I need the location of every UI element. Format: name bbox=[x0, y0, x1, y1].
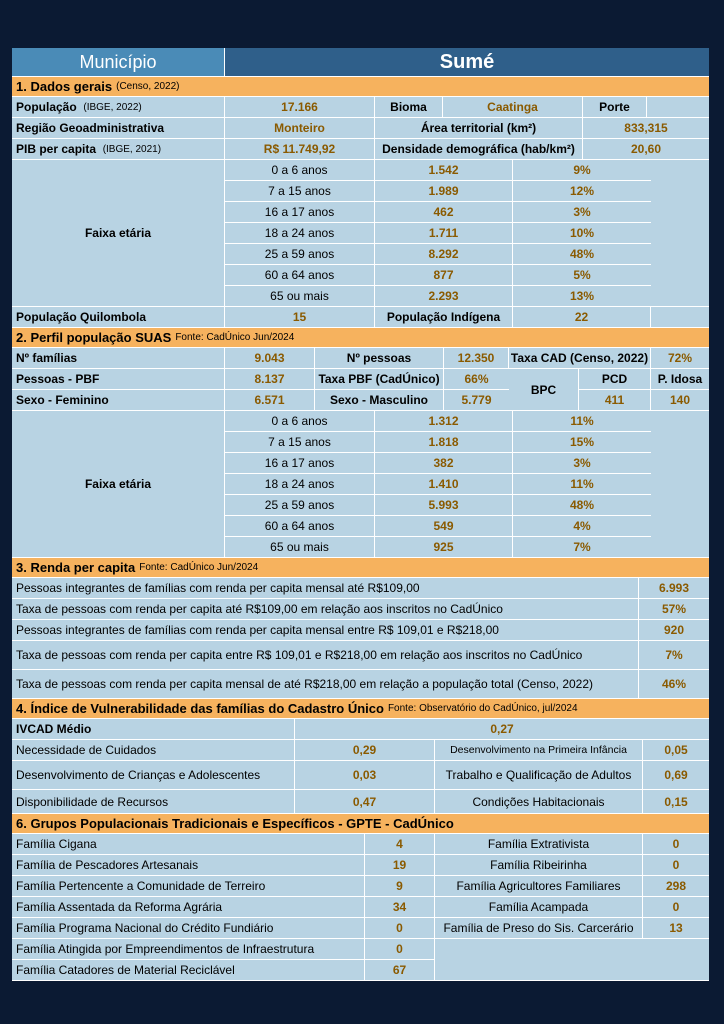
blank-cell bbox=[435, 939, 709, 960]
section-title: 4. Índice de Vulnerabilidade das famílias do Cadastro Único bbox=[16, 701, 384, 716]
gpte-value: 34 bbox=[365, 897, 435, 918]
faixa-etaria-blank bbox=[651, 160, 709, 307]
ivcad-row bbox=[12, 719, 709, 740]
faixa-range: 65 ou mais bbox=[225, 537, 375, 558]
faixa-row bbox=[225, 495, 651, 516]
gpte-table bbox=[12, 834, 709, 981]
faixa-range: 60 a 64 anos bbox=[225, 516, 375, 537]
gpte-label: Família Cigana bbox=[12, 834, 365, 855]
faixa-pct: 3% bbox=[513, 202, 651, 223]
faixa-pct: 11% bbox=[513, 411, 651, 432]
gpte-row bbox=[12, 876, 709, 897]
section-source: Fonte: CadÚnico Jun/2024 bbox=[139, 562, 259, 573]
blank-cell bbox=[435, 960, 709, 981]
faixa-row bbox=[225, 411, 651, 432]
faixa-pct: 5% bbox=[513, 265, 651, 286]
porte-label: Porte bbox=[583, 97, 647, 118]
ivcad-dimension-value: 0,03 bbox=[295, 761, 435, 790]
ivcad-dimension-label: Desenvolvimento na Primeira Infância bbox=[435, 740, 643, 761]
faixa-range: 7 a 15 anos bbox=[225, 181, 375, 202]
feminino-label: Sexo - Feminino bbox=[12, 390, 225, 411]
municipal-data-sheet bbox=[12, 48, 709, 981]
section-title: 6. Grupos Populacionais Tradicionais e Específicos - GPTE - CadÚnico bbox=[16, 816, 454, 831]
gpte-label: Família Pertencente a Comunidade de Terreiro bbox=[12, 876, 365, 897]
section-renda bbox=[12, 558, 709, 578]
renda-row bbox=[12, 641, 709, 670]
ivcad-dimension-value: 0,29 bbox=[295, 740, 435, 761]
ivcad-dimension-row bbox=[12, 761, 709, 790]
section-source: Fonte: Observatório do CadÚnico, jul/2024 bbox=[387, 703, 578, 714]
section-source: Fonte: CadÚnico Jun/2024 bbox=[175, 332, 295, 343]
faixa-range: 7 a 15 anos bbox=[225, 432, 375, 453]
faixa-etaria-block bbox=[12, 160, 709, 307]
renda-label: Pessoas integrantes de famílias com renda per capita mensal até R$109,00 bbox=[12, 578, 639, 599]
taxa-cad-label: Taxa CAD (Censo, 2022) bbox=[509, 348, 651, 369]
faixa-row bbox=[225, 432, 651, 453]
pib-value: R$ 11.749,92 bbox=[225, 139, 375, 160]
gpte-label: Família Catadores de Material Reciclável bbox=[12, 960, 365, 981]
masculino-value: 5.779 bbox=[444, 390, 509, 411]
gpte-value: 0 bbox=[643, 834, 709, 855]
faixa-pct: 7% bbox=[513, 537, 651, 558]
faixa-row bbox=[225, 181, 651, 202]
section-title: 3. Renda per capita bbox=[16, 560, 136, 575]
gpte-value: 0 bbox=[365, 918, 435, 939]
faixa-range: 0 a 6 anos bbox=[225, 160, 375, 181]
feminino-value: 6.571 bbox=[225, 390, 315, 411]
ivcad-dimension-label: Trabalho e Qualificação de Adultos bbox=[435, 761, 643, 790]
city-name: Sumé bbox=[225, 48, 709, 77]
pessoas-value: 12.350 bbox=[444, 348, 509, 369]
gpte-label: Família Agricultores Familiares bbox=[435, 876, 643, 897]
populacao-value: 17.166 bbox=[225, 97, 375, 118]
faixa-count: 1.410 bbox=[375, 474, 513, 495]
pib-row bbox=[12, 139, 709, 160]
gpte-row bbox=[12, 834, 709, 855]
renda-label: Taxa de pessoas com renda per capita até R$109,00 em relação aos inscritos no CadÚnico bbox=[12, 599, 639, 620]
gpte-value: 19 bbox=[365, 855, 435, 876]
bpc-label: BPC bbox=[509, 369, 579, 411]
gpte-value: 0 bbox=[643, 897, 709, 918]
faixa-count: 5.993 bbox=[375, 495, 513, 516]
faixa-range: 16 a 17 anos bbox=[225, 202, 375, 223]
pbf-sexo-block bbox=[12, 369, 709, 411]
pessoas-label: Nº pessoas bbox=[315, 348, 444, 369]
gpte-row bbox=[12, 897, 709, 918]
faixa-range: 25 a 59 anos bbox=[225, 495, 375, 516]
faixa-etaria-table bbox=[225, 160, 651, 307]
faixa-pct: 11% bbox=[513, 474, 651, 495]
populacao-label: População (IBGE, 2022) bbox=[12, 97, 225, 118]
indigena-label: População Indígena bbox=[375, 307, 513, 328]
quilombola-label: População Quilombola bbox=[12, 307, 225, 328]
gpte-value: 4 bbox=[365, 834, 435, 855]
section-title: 2. Perfil população SUAS bbox=[16, 330, 172, 345]
porte-value bbox=[647, 97, 709, 118]
faixa-count: 1.818 bbox=[375, 432, 513, 453]
gpte-label: Família Ribeirinha bbox=[435, 855, 643, 876]
faixa-count: 462 bbox=[375, 202, 513, 223]
renda-value: 6.993 bbox=[639, 578, 709, 599]
renda-label: Pessoas integrantes de famílias com renda per capita mensal entre R$ 109,01 e R$218,00 bbox=[12, 620, 639, 641]
densidade-label: Densidade demográfica (hab/km²) bbox=[375, 139, 583, 160]
faixa-row bbox=[225, 537, 651, 558]
masculino-label: Sexo - Masculino bbox=[315, 390, 444, 411]
ivcad-value: 0,27 bbox=[295, 719, 709, 740]
populacao-row bbox=[12, 97, 709, 118]
faixa-count: 2.293 bbox=[375, 286, 513, 307]
gpte-label: Família Atingida por Empreendimentos de Infraestrutura bbox=[12, 939, 365, 960]
renda-row bbox=[12, 670, 709, 699]
faixa-range: 18 a 24 anos bbox=[225, 474, 375, 495]
gpte-row bbox=[12, 855, 709, 876]
pbf-value: 8.137 bbox=[225, 369, 315, 390]
ivcad-dimension-value: 0,69 bbox=[643, 761, 709, 790]
suas-faixa-etaria-table bbox=[225, 411, 651, 558]
pcd-label: PCD bbox=[579, 369, 651, 390]
familias-label: Nº famílias bbox=[12, 348, 225, 369]
renda-value: 920 bbox=[639, 620, 709, 641]
renda-value: 7% bbox=[639, 641, 709, 670]
gpte-value: 9 bbox=[365, 876, 435, 897]
blank-cell bbox=[651, 307, 709, 328]
ivcad-dimension-value: 0,05 bbox=[643, 740, 709, 761]
pbf-label: Pessoas - PBF bbox=[12, 369, 225, 390]
bioma-value: Caatinga bbox=[443, 97, 583, 118]
gpte-value: 0 bbox=[643, 855, 709, 876]
idosa-value: 140 bbox=[651, 390, 709, 411]
faixa-pct: 3% bbox=[513, 453, 651, 474]
renda-row bbox=[12, 578, 709, 599]
faixa-row bbox=[225, 453, 651, 474]
indigena-value: 22 bbox=[513, 307, 651, 328]
faixa-range: 16 a 17 anos bbox=[225, 453, 375, 474]
faixa-range: 0 a 6 anos bbox=[225, 411, 375, 432]
quilombola-row bbox=[12, 307, 709, 328]
gpte-label: Família Extrativista bbox=[435, 834, 643, 855]
gpte-value: 298 bbox=[643, 876, 709, 897]
ivcad-table bbox=[12, 740, 709, 814]
faixa-count: 1.542 bbox=[375, 160, 513, 181]
pcd-value: 411 bbox=[579, 390, 651, 411]
header-row bbox=[12, 48, 709, 77]
ivcad-dimension-label: Condições Habitacionais bbox=[435, 790, 643, 814]
renda-row bbox=[12, 599, 709, 620]
quilombola-value: 15 bbox=[225, 307, 375, 328]
gpte-row bbox=[12, 939, 709, 960]
faixa-count: 1.989 bbox=[375, 181, 513, 202]
faixa-count: 549 bbox=[375, 516, 513, 537]
faixa-pct: 48% bbox=[513, 495, 651, 516]
faixa-count: 382 bbox=[375, 453, 513, 474]
renda-value: 46% bbox=[639, 670, 709, 699]
ivcad-dimension-label: Desenvolvimento de Crianças e Adolescentes bbox=[12, 761, 295, 790]
bpc-value-row bbox=[579, 390, 709, 411]
faixa-count: 925 bbox=[375, 537, 513, 558]
regiao-row bbox=[12, 118, 709, 139]
renda-value: 57% bbox=[639, 599, 709, 620]
gpte-row bbox=[12, 918, 709, 939]
faixa-pct: 12% bbox=[513, 181, 651, 202]
pbf-row bbox=[12, 369, 509, 390]
gpte-value: 67 bbox=[365, 960, 435, 981]
renda-row bbox=[12, 620, 709, 641]
renda-label: Taxa de pessoas com renda per capita entre R$ 109,01 e R$218,00 em relação aos inscritos no CadÚnico bbox=[12, 641, 639, 670]
faixa-count: 1.312 bbox=[375, 411, 513, 432]
faixa-row bbox=[225, 516, 651, 537]
pib-label: PIB per capita (IBGE, 2021) bbox=[12, 139, 225, 160]
faixa-pct: 48% bbox=[513, 244, 651, 265]
faixa-count: 877 bbox=[375, 265, 513, 286]
section-dados-gerais bbox=[12, 77, 709, 97]
faixa-count: 8.292 bbox=[375, 244, 513, 265]
bpc-values bbox=[579, 369, 709, 411]
faixa-pct: 9% bbox=[513, 160, 651, 181]
densidade-value: 20,60 bbox=[583, 139, 709, 160]
familias-row bbox=[12, 348, 709, 369]
faixa-range: 18 a 24 anos bbox=[225, 223, 375, 244]
gpte-label: Família Programa Nacional do Crédito Fundiário bbox=[12, 918, 365, 939]
suas-faixa-etaria-label: Faixa etária bbox=[12, 411, 225, 558]
faixa-row bbox=[225, 160, 651, 181]
regiao-value: Monteiro bbox=[225, 118, 375, 139]
section-title: 1. Dados gerais bbox=[16, 79, 113, 94]
gpte-label: Família de Preso do Sis. Carcerário bbox=[435, 918, 643, 939]
faixa-row bbox=[225, 265, 651, 286]
section-gpte bbox=[12, 814, 709, 834]
faixa-pct: 13% bbox=[513, 286, 651, 307]
faixa-row bbox=[225, 286, 651, 307]
regiao-label: Região Geoadministrativa bbox=[12, 118, 225, 139]
ivcad-dimension-value: 0,15 bbox=[643, 790, 709, 814]
suas-faixa-etaria-block bbox=[12, 411, 709, 558]
faixa-row bbox=[225, 244, 651, 265]
section-perfil-suas bbox=[12, 328, 709, 348]
faixa-range: 25 a 59 anos bbox=[225, 244, 375, 265]
faixa-pct: 10% bbox=[513, 223, 651, 244]
ivcad-dimension-label: Necessidade de Cuidados bbox=[12, 740, 295, 761]
faixa-range: 65 ou mais bbox=[225, 286, 375, 307]
faixa-row bbox=[225, 202, 651, 223]
faixa-row bbox=[225, 223, 651, 244]
section-source: (Censo, 2022) bbox=[116, 81, 180, 92]
ivcad-label: IVCAD Médio bbox=[12, 719, 295, 740]
municipio-label: Município bbox=[12, 48, 225, 77]
familias-value: 9.043 bbox=[225, 348, 315, 369]
ivcad-dimension-row bbox=[12, 790, 709, 814]
area-label: Área territorial (km²) bbox=[375, 118, 583, 139]
pbf-sexo-left bbox=[12, 369, 509, 411]
taxa-cad-value: 72% bbox=[651, 348, 709, 369]
taxa-pbf-value: 66% bbox=[444, 369, 509, 390]
gpte-row bbox=[12, 960, 709, 981]
faixa-row bbox=[225, 474, 651, 495]
bioma-label: Bioma bbox=[375, 97, 443, 118]
renda-label: Taxa de pessoas com renda per capita mensal de até R$218,00 em relação a população total (Censo, 2022) bbox=[12, 670, 639, 699]
faixa-range: 60 a 64 anos bbox=[225, 265, 375, 286]
idosa-label: P. Idosa bbox=[651, 369, 709, 390]
gpte-value: 0 bbox=[365, 939, 435, 960]
area-value: 833,315 bbox=[583, 118, 709, 139]
faixa-pct: 15% bbox=[513, 432, 651, 453]
section-ivcad bbox=[12, 699, 709, 719]
gpte-label: Família Acampada bbox=[435, 897, 643, 918]
suas-faixa-etaria-blank bbox=[651, 411, 709, 558]
gpte-value: 13 bbox=[643, 918, 709, 939]
faixa-pct: 4% bbox=[513, 516, 651, 537]
renda-table bbox=[12, 578, 709, 699]
ivcad-dimension-row bbox=[12, 740, 709, 761]
faixa-count: 1.711 bbox=[375, 223, 513, 244]
gpte-label: Família Assentada da Reforma Agrária bbox=[12, 897, 365, 918]
bpc-header-row bbox=[579, 369, 709, 390]
ivcad-dimension-value: 0,47 bbox=[295, 790, 435, 814]
sexo-row bbox=[12, 390, 509, 411]
gpte-label: Família de Pescadores Artesanais bbox=[12, 855, 365, 876]
taxa-pbf-label: Taxa PBF (CadÚnico) bbox=[315, 369, 444, 390]
ivcad-dimension-label: Disponibilidade de Recursos bbox=[12, 790, 295, 814]
faixa-etaria-label: Faixa etária bbox=[12, 160, 225, 307]
